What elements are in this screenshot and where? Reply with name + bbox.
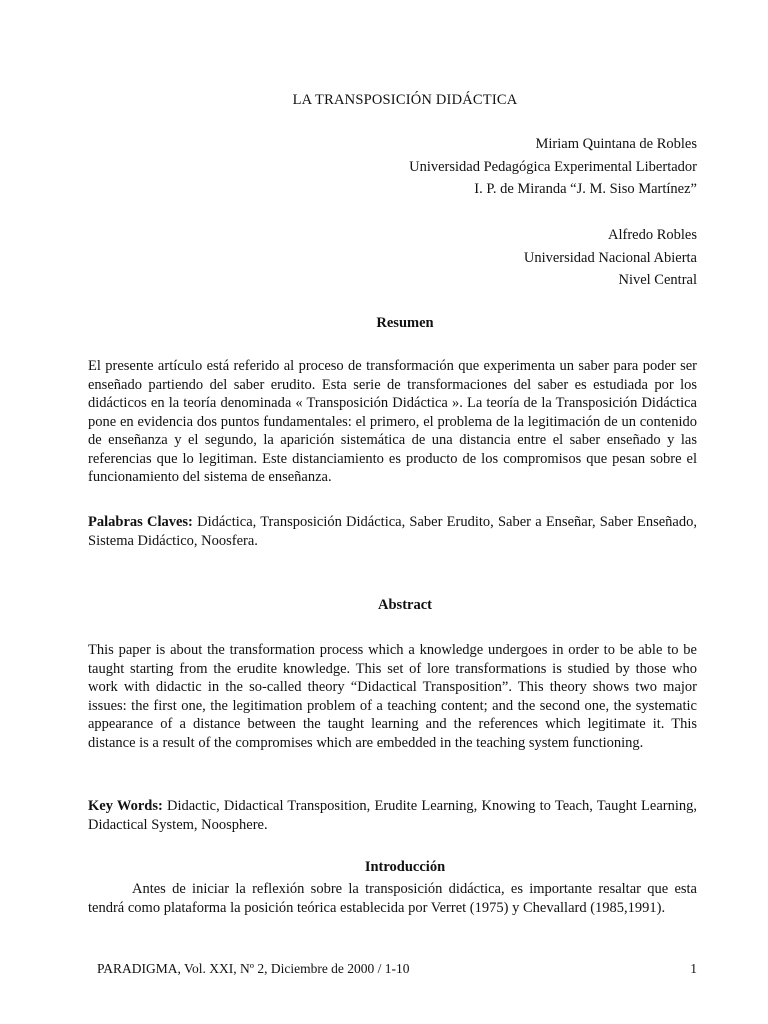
resumen-heading: Resumen <box>376 315 434 331</box>
key-words-paragraph <box>88 797 697 834</box>
resumen-paragraph: El presente artículo está referido al proceso de transformación que experimenta un saber para poder ser enseñado partiendo del saber erudito. Esta serie de transformaciones del saber es estudiada por los didácticos en la teoría denominada « Transposición Didáctica ». La teoría de la Transposición Didáctica pone en evidencia dos puntos fundamentales: el primero, el problema de la legitimación de un contenido de enseñanza y el segundo, la aparición sistemática de una distancia entre el saber enseñado y las referencias que lo legitiman. Este distanciamiento es producto de los compromisos que pesan sobre el funcionamiento del sistema de enseñanza. <box>88 358 697 485</box>
author-affiliation: I. P. de Miranda “J. M. Siso Martínez” <box>474 181 697 197</box>
introduccion-heading: Introducción <box>364 859 446 875</box>
abstract-paragraph: This paper is about the transformation process which a knowledge undergoes in order to be able to be taught starting from the erudite knowledge. This set of lore transformations is studied by those who work with didactic in the so-called theory “Didactical Transposition”. This theory shows two major issues: the first one, the legitimation problem of a teaching content; and the second one, the systematic appearance of a distance between the taught learning and the references which legitimate it. This distance is a result of the compromises which are embedded in the teaching system functioning. <box>88 642 697 751</box>
author-block-1 <box>409 133 697 201</box>
palabras-claves-paragraph <box>88 513 697 550</box>
page-number: 1 <box>690 961 697 976</box>
author-block-2 <box>524 224 697 292</box>
author-affiliation: Universidad Pedagógica Experimental Libertador <box>409 158 697 175</box>
paper-title: LA TRANSPOSICIÓN DIDÁCTICA <box>292 92 518 108</box>
footer-citation: PARADIGMA, Vol. XXI, Nº 2, Diciembre de 2000 / 1-10 <box>97 961 410 976</box>
palabras-claves-text: Didáctica, Transposición Didáctica, Saber Erudito, Saber a Enseñar, Saber Enseñado, Sistema Didáctico, Noosfera. <box>88 514 697 549</box>
author-affiliation: Nivel Central <box>618 272 697 288</box>
key-words-text: Didactic, Didactical Transposition, Erudite Learning, Knowing to Teach, Taught Learning, Didactical System, Noosphere. <box>88 798 698 833</box>
author-name: Alfredo Robles <box>608 227 697 243</box>
abstract-heading: Abstract <box>378 597 432 613</box>
author-affiliation: Universidad Nacional Abierta <box>523 249 697 266</box>
author-name: Miriam Quintana de Robles <box>535 136 697 152</box>
key-words-label: Key Words: <box>88 798 163 814</box>
introduccion-paragraph: Antes de iniciar la reflexión sobre la transposición didáctica, es importante resaltar que esta tendrá como plataforma la posición teórica establecida por Verret (1975) y Chevallard (1985,1991). <box>88 881 697 916</box>
palabras-claves-label: Palabras Claves: <box>88 514 193 530</box>
